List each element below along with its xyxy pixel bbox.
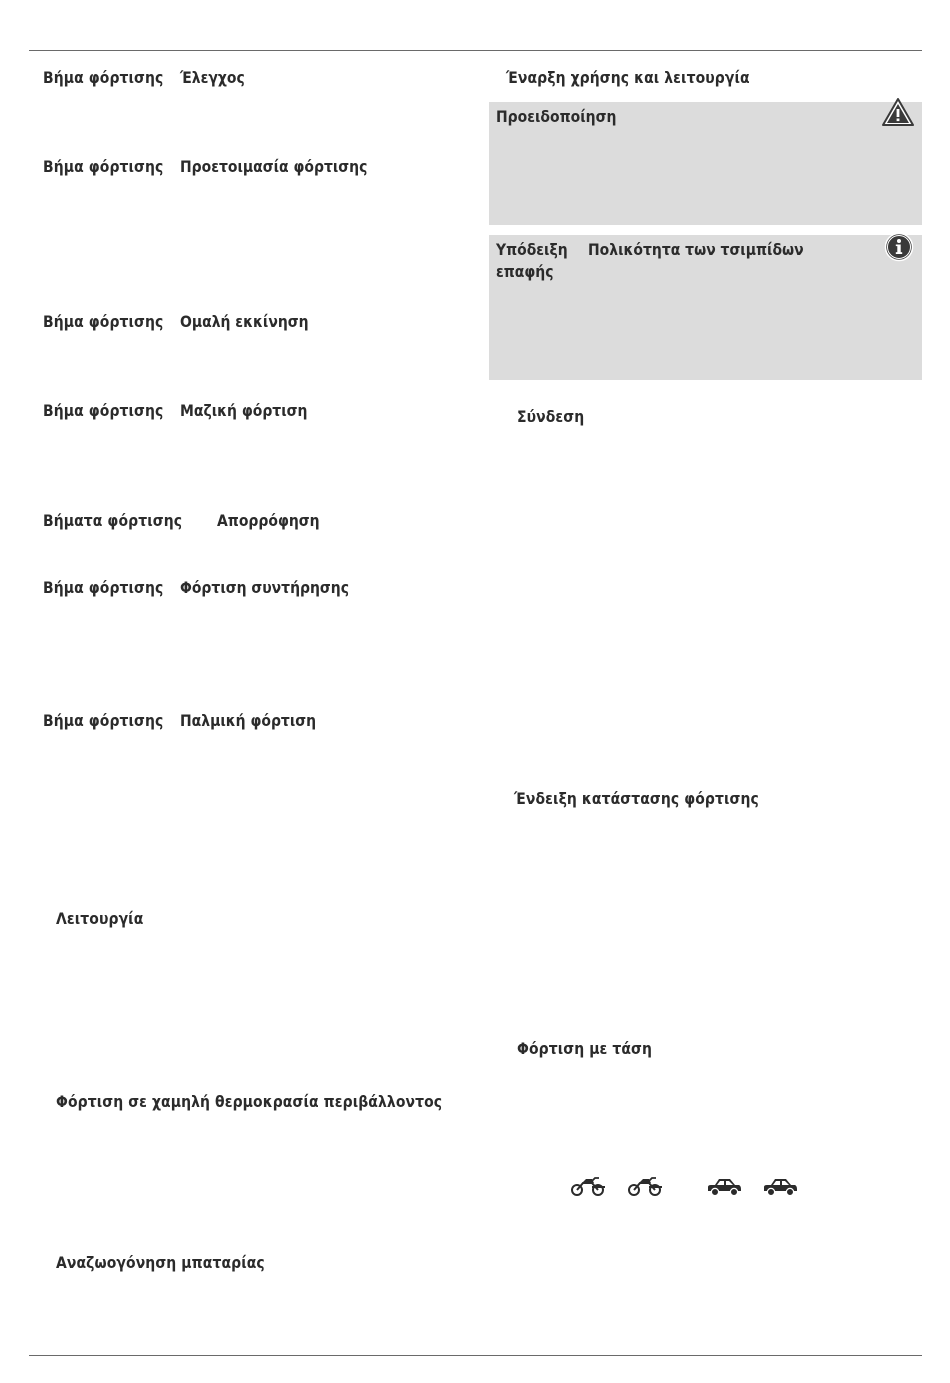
- start-heading: Έναρξη χρήσης και λειτουργία: [506, 69, 750, 87]
- step-label-1: Βήμα φόρτισης: [43, 69, 164, 87]
- step-title-5: Απορρόφηση: [217, 512, 320, 530]
- step-label-3: Βήμα φόρτισης: [43, 313, 164, 331]
- section-regeneration: Αναζωογόνηση μπαταρίας: [56, 1254, 265, 1272]
- step-label-6: Βήμα φόρτισης: [43, 579, 164, 597]
- warning-title: Προειδοποίηση: [496, 108, 617, 126]
- warning-triangle-icon: [881, 97, 915, 131]
- step-label-4: Βήμα φόρτισης: [43, 402, 164, 420]
- section-low-temp: Φόρτιση σε χαμηλή θερμοκρασία περιβάλλοντος: [56, 1093, 443, 1111]
- section-voltage: Φόρτιση με τάση: [517, 1040, 653, 1058]
- warning-box: [489, 102, 922, 225]
- motorcycle-icon: [570, 1175, 606, 1201]
- bottom-rule: [29, 1355, 922, 1356]
- step-title-6: Φόρτιση συντήρησης: [180, 579, 349, 597]
- motorcycle-icon: [627, 1175, 663, 1201]
- info-title: Πολικότητα των τσιμπίδων: [588, 241, 804, 259]
- step-title-2: Προετοιμασία φόρτισης: [180, 158, 368, 176]
- info-label-line1: Υπόδειξη: [496, 241, 568, 259]
- info-label-line2: επαφής: [496, 263, 554, 281]
- step-label-5: Βήματα φόρτισης: [43, 512, 183, 530]
- step-title-4: Μαζική φόρτιση: [180, 402, 308, 420]
- section-connection: Σύνδεση: [517, 408, 585, 426]
- step-title-1: Έλεγχος: [180, 69, 245, 87]
- info-box: [489, 235, 922, 380]
- top-rule: [29, 50, 922, 51]
- step-title-7: Παλμική φόρτιση: [180, 712, 317, 730]
- info-circle-icon: [884, 232, 914, 266]
- car-icon: [762, 1176, 798, 1202]
- step-title-3: Ομαλή εκκίνηση: [180, 313, 309, 331]
- car-icon: [706, 1176, 742, 1202]
- section-status: Ένδειξη κατάστασης φόρτισης: [514, 790, 759, 808]
- section-operation: Λειτουργία: [56, 910, 144, 928]
- step-label-2: Βήμα φόρτισης: [43, 158, 164, 176]
- step-label-7: Βήμα φόρτισης: [43, 712, 164, 730]
